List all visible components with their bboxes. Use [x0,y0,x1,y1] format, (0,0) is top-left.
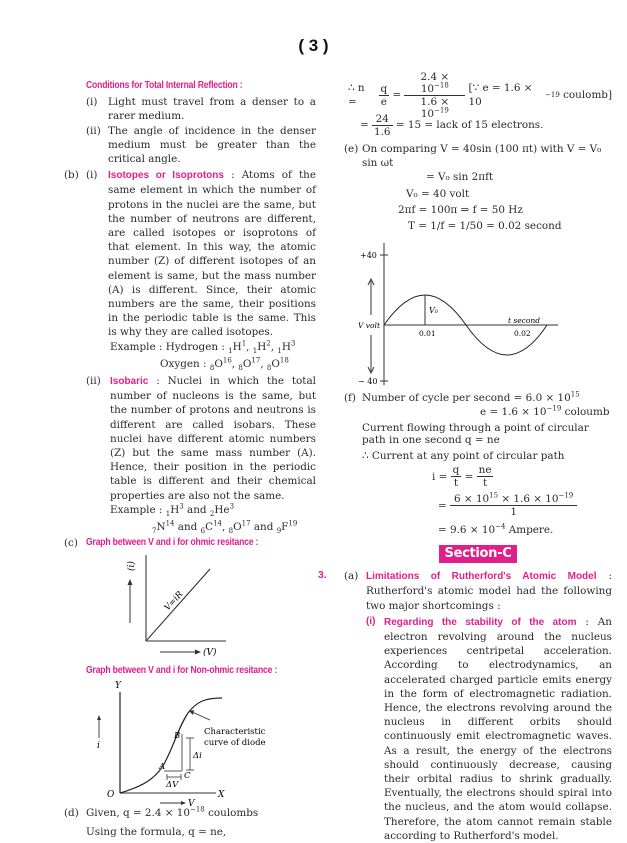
item-text: Light must travel from a denser to a rarer medium. [108,96,316,123]
v-label: V [188,798,195,809]
part-b-isobars [64,374,316,503]
sup: 1 [241,339,247,348]
question-3 [318,569,612,843]
sup: 16 [222,356,232,365]
isotope-example-hydrogen: Example : Hydrogen : $_1H^1$, $_1H^2$, $_1H^3$ [110,339,296,355]
n-calculation: ∴ n = $\frac{q}{e}$ = $\frac{2.4 \times 10^{-18}}{1.6 \times 10^{-19}}$ [∵ e = 1.6 × 10 −19 coulomb] [348,70,612,120]
numerator: ne [478,464,492,477]
sup: 2 [266,339,271,348]
sup: 17 [251,356,261,365]
exponent: 15 [489,491,499,500]
y-bottom-label: − 40 [358,377,378,387]
tir-item-2 [64,124,316,167]
part-b-isotopes [64,168,316,339]
v-volt-label: V volt [358,321,380,331]
annotation-line2: curve of diode [204,737,266,748]
exponent: −19 [546,404,562,413]
part-label: (c) [64,537,78,550]
symbol: O [214,357,223,370]
bracket-note: [∵ e = 1.6 × 10 [468,81,533,108]
section-c-badge: Section-C [439,545,518,563]
stability-text [384,615,612,843]
tir-item-1 [64,95,316,123]
isobar-example-2: $_7N^{14}$ and $_6C^{14}$, $_8O^{17}$ and $_9F^{19}$ [152,519,298,536]
question-number: 3. [318,570,327,582]
part-label: (b) [64,169,79,182]
denominator: t [482,477,488,490]
sup: 14 [165,519,175,528]
ohmic-x-label: (V) [203,647,217,658]
current-calculation: = $\frac{6 \times 10^{15} \times 1.6 \times 10^{-19}}{1}$ [344,491,612,521]
rutherford-term: Limitations of Rutherford's Atomic Model [366,571,597,583]
given-text: Given, q = 2.4 × 10 [86,806,190,819]
numerator [404,71,465,96]
sine-wave-graph [344,237,612,387]
ohmic-graph-heading: Graph between V and i for ohmic resitance : [86,537,259,549]
item-label: (i) [86,96,98,109]
sub: 7 [152,527,157,536]
isotopes-text [108,168,316,339]
numerator: 24 [372,113,393,126]
part-label: (f) [344,392,356,405]
peak-label: V₀ [429,306,438,316]
isobar-example-1 [64,503,316,517]
tir-heading: Conditions for Total Internal Reflection : [86,80,243,91]
n-result: = $\frac{24}{1.6}$ = 15 = lack of 15 electrons. [360,112,544,138]
result-text: = 9.6 × 10 [438,523,496,536]
result-unit: Ampere. [508,523,554,536]
example-label: Example : [110,340,163,353]
line2-text: e = 1.6 × 10 [480,406,547,419]
item-label: (ii) [86,124,101,137]
point-a-label: A [159,761,166,772]
rutherford-intro: : Rutherford's atomic model had the following two major shortcomings : [366,570,612,612]
q3-part-a [344,569,612,613]
part-label: (d) [64,806,79,819]
nonohmic-heading-wrap [64,663,316,678]
line2-unit: coloumb [564,406,610,419]
denominator: 1.6 [374,125,391,138]
sup: 3 [179,502,184,511]
part-f-line2 [344,405,612,419]
exponent: −18 [434,81,449,90]
ohmic-graph [64,551,316,663]
line1-text: Number of cycle per second = 6.0 × 10 [362,392,571,405]
symbol: H [281,340,291,353]
y-top-label: +40 [360,251,377,261]
part-e [344,142,612,170]
symbol: O [242,357,252,370]
step2-fraction [372,113,393,138]
page-number: ( 3 ) [298,36,329,55]
exponent: −4 [495,522,506,531]
exponent: 15 [570,390,580,399]
part-f-line3: Current flowing through a point of circular path in one second q = ne [362,421,589,447]
part-f [344,391,612,405]
q3-part-a-i [344,615,612,843]
oxygen-label: Oxygen : [160,357,207,370]
sup: 3 [290,339,296,348]
sub: 8 [228,527,234,536]
num-b: × 1.6 × 10 [501,493,559,506]
isotopes-term: Isotopes or Isoprotons [108,170,224,182]
q-over-t [451,464,462,489]
part-e-line4: 2πf = 100π ⇒ f = 50 Hz [398,203,523,216]
symbol: O [271,357,280,370]
isotope-example-oxygen: Oxygen : $_8O^{16}$, $_8O^{17}$, $_8O^{18}$ [160,356,289,372]
sub: 6 [200,527,206,536]
sup: 17 [241,519,251,528]
and-word: and [253,521,274,534]
symbol: H [257,340,267,353]
hydrogen-label: Hydrogen : [165,340,225,353]
and-word: and [187,503,207,516]
ne-over-t [477,464,494,489]
nonohmic-graph-heading: Graph between V and i for Non-ohmic resitance : [86,664,278,676]
sup: 3 [229,502,235,511]
ohmic-line [146,569,210,641]
q-over-e [379,83,390,108]
sub: 8 [266,363,272,372]
part-e-line2: = V₀ sin 2πft [426,171,494,184]
step2-result: = 15 = lack of 15 electrons. [395,118,544,131]
sub: 9 [276,527,282,536]
sub-label: (i) [366,615,376,627]
denominator: t [453,477,459,490]
annotation-line1: Characteristic [204,726,266,737]
exponent: −19 [558,491,574,500]
left-column [64,78,316,839]
isobars-text [110,374,316,503]
sub-label: (i) [86,169,98,182]
sub-label: (ii) [86,375,101,388]
part-d-formula: Using the formula, q = ne, [86,825,227,838]
part-f-line4: ∴ Current at any point of circular path [362,449,565,462]
i-label: i [97,740,100,751]
symbol: C [205,521,214,534]
numerator: q [380,82,388,95]
symbol: O [233,521,242,534]
value-fraction [404,71,465,120]
part-e-line1: On comparing V = 40sin (100 πt) with V = V₀ sin ωt [362,143,602,170]
numerator [450,493,577,506]
stability-explanation: : An electron revolving around the nucleus experiences centripetal acceleration. According to electrodynamics, an accelerated charged particle emits energy in the form of electromagnetic radiation. Hence, the electrons revolving around the nucleus in different orbits should continuously emit electromagnetic waves. As a result, the energy of the electrons should continuously decrease, causing their orbital radius to shrink gradually. Eventually, the electrons should spiral into the nucleus, and the atom would collapse. Therefore, the atom cannot remain stable according to Rutherford's model. [384,615,612,842]
sub: 1 [228,346,233,355]
denominator [404,96,465,120]
delta-v-label: ΔV [166,779,179,790]
current-formula: i = $\frac{q}{t}$ = $\frac{ne}{t}$ [432,464,492,490]
sub: 8 [209,363,215,372]
exponent: −18 [189,805,205,814]
denominator: 1 [510,506,517,519]
denominator: e [380,95,387,108]
q3-a-text [366,569,612,613]
sup: 14 [213,519,222,528]
num-text: 2.4 × 10 [420,70,450,95]
part-e-line5: T = 1/f = 1/50 = 0.02 second [408,220,562,233]
tick-001: 0.01 [419,329,436,339]
delta-i-label: Δi [193,750,202,761]
calc-fraction [450,493,577,518]
sub: 1 [165,509,171,518]
sub: 1 [252,346,258,355]
sup: 19 [288,519,298,528]
symbol: F [281,521,289,534]
tick-002: 0.02 [514,329,531,339]
given-unit: coulombs [208,806,259,819]
i-lhs: i = [432,470,448,483]
symbol: H [232,340,242,353]
bracket-end: coulomb] [563,88,612,101]
isobars-definition: : Nuclei in which the total number of nucleons is the same, but the number of protons and neutrons is different are called isobars. These nuclei have different atomic numbers (Z) but the same mass number (A). Hence, their position in the periodic table is different and their chemical properties are also not the same. [110,375,316,502]
part-f-line1 [362,391,580,405]
sup: 18 [279,356,289,365]
part-d-given [86,806,258,820]
annotation-pointer [192,712,210,720]
and-word: and [177,521,198,534]
ohmic-line-label: V=iR [162,589,186,613]
stability-term: Regarding the stability of the atom [384,616,577,628]
tir-heading-wrap [64,78,316,93]
part-c-heading [64,536,316,550]
right-column [318,70,612,843]
isotopes-definition: : Atoms of the same element in which the number of protons in the nuclei are the same, but the number of neutrons are different, are called isotopes or isoprotons of that element. In this way, the atomic number (Z) of different isotopes of an element is same, but the mass number (A) is different. Since, their atomic numbers are the same, their positions in the periodic table is the same. This is why they are called isotopes. [108,169,316,339]
section-header [344,545,612,563]
y-axis-label: Y [115,680,121,691]
num-a: 6 × 10 [454,493,490,506]
t-second-label: t second [508,316,541,326]
origin-label: O [107,789,115,800]
numerator: q [452,464,460,477]
part-d [64,806,316,820]
point-b-label: B [174,730,181,741]
symbol: He [214,503,230,516]
sub: 1 [277,346,282,355]
item-text: The angle of incidence in the denser medium must be greater than the critical angle. [108,124,316,166]
symbol: H [170,503,180,516]
part-label: (a) [344,570,359,583]
ohmic-y-label: (i) [127,560,137,571]
example-label: Example : [110,503,163,516]
nonohmic-graph [64,678,316,810]
exponent: −19 [434,106,449,115]
point-c-label: C [184,770,191,781]
x-axis-label: X [218,789,225,800]
isobars-term: Isobaric [110,376,149,388]
sub: 2 [209,509,215,518]
sub: 8 [238,363,243,372]
part-e-line3: V₀ = 40 volt [406,187,470,200]
current-result [344,523,612,537]
part-label: (e) [344,143,359,155]
n-lhs: ∴ n = [348,81,365,108]
den-text: 1.6 × 10 [420,95,450,120]
symbol: N [156,521,166,534]
